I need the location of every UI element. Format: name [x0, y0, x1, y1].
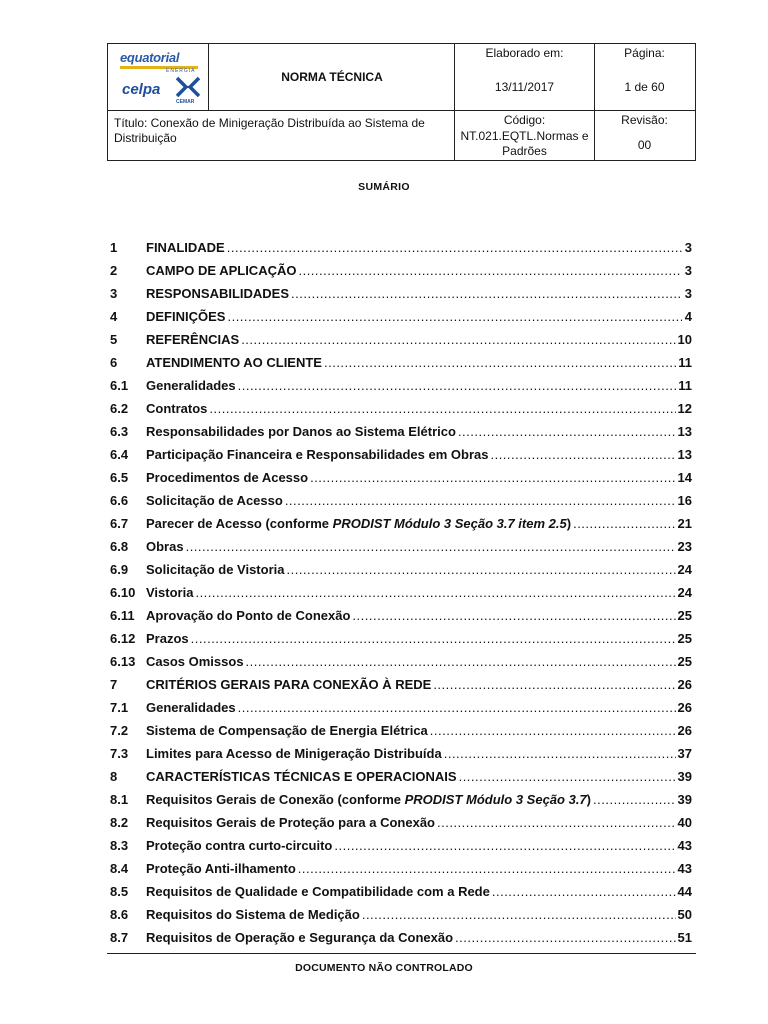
- toc-leader: [362, 907, 676, 922]
- toc-entry[interactable]: [110, 558, 692, 581]
- table-of-contents: [110, 236, 692, 949]
- toc-label-text: CAMPO DE APLICAÇÃO: [146, 263, 297, 278]
- toc-page-number: 3: [684, 263, 692, 278]
- toc-leader: [437, 815, 676, 830]
- toc-number: 6.5: [110, 470, 129, 485]
- toc-page-number: 3: [684, 240, 692, 255]
- toc-page-number: 50: [677, 907, 692, 922]
- toc-label: [146, 838, 332, 853]
- toc-entry[interactable]: [110, 719, 692, 742]
- codigo-value: NT.021.EQTL.Normas e Padrões: [460, 129, 589, 158]
- toc-leader: [286, 562, 675, 577]
- doc-type: NORMA TÉCNICA: [281, 70, 383, 84]
- toc-label-text: Requisitos de Qualidade e Compatibilidade com a Rede: [146, 884, 490, 899]
- toc-page-number: 26: [677, 723, 692, 738]
- toc-label-text: Casos Omissos: [146, 654, 244, 669]
- toc-number: 8.2: [110, 815, 129, 830]
- footer-notice: DOCUMENTO NÃO CONTROLADO: [295, 962, 473, 974]
- toc-entry[interactable]: [110, 926, 692, 949]
- toc-label-text: Procedimentos de Acesso: [146, 470, 309, 485]
- toc-number: 5: [110, 332, 118, 347]
- toc-label-suffix: ): [566, 516, 572, 531]
- toc-leader: [444, 746, 676, 761]
- toc-leader: [285, 493, 676, 508]
- toc-page-number: 10: [677, 332, 692, 347]
- toc-number: 7.3: [110, 746, 129, 761]
- toc-label-text: Generalidades: [146, 700, 236, 715]
- toc-leader: [430, 723, 676, 738]
- toc-label: [146, 700, 236, 715]
- toc-number: 6.3: [110, 424, 129, 439]
- toc-entry[interactable]: [110, 811, 692, 834]
- toc-leader: [227, 240, 682, 255]
- equatorial-logo: equatorial: [120, 50, 180, 65]
- toc-leader: [310, 470, 675, 485]
- toc-page-number: 24: [677, 562, 692, 577]
- toc-entry[interactable]: [110, 857, 692, 880]
- company-logos: [108, 44, 209, 110]
- toc-leader: [459, 769, 676, 784]
- toc-number: 6.6: [110, 493, 129, 508]
- pagina-value: 1 de 60: [624, 80, 665, 94]
- toc-page-number: 25: [677, 631, 692, 646]
- toc-label-text: REFERÊNCIAS: [146, 332, 240, 347]
- toc-number: 6.4: [110, 447, 129, 462]
- toc-leader: [593, 792, 676, 807]
- toc-label-text: Responsabilidades por Danos ao Sistema Elétrico: [146, 424, 456, 439]
- toc-label-text: Solicitação de Vistoria: [146, 562, 285, 577]
- toc-entry[interactable]: [110, 581, 692, 604]
- toc-number: 8: [110, 769, 118, 784]
- toc-label: [146, 654, 244, 669]
- toc-label-text: Obras: [146, 539, 184, 554]
- toc-label-italic: PRODIST Módulo 3 Seção 3.7 item 2.5: [332, 516, 567, 531]
- toc-label-text: CARACTERÍSTICAS TÉCNICAS E OPERACIONAIS: [146, 769, 457, 784]
- toc-entry[interactable]: [110, 535, 692, 558]
- toc-page-number: 26: [677, 677, 692, 692]
- toc-entry[interactable]: [110, 903, 692, 926]
- toc-page-number: 16: [677, 493, 692, 508]
- toc-number: 7.1: [110, 700, 129, 715]
- toc-label: [146, 332, 239, 347]
- toc-entry[interactable]: [110, 282, 692, 305]
- toc-page-number: 25: [677, 608, 692, 623]
- toc-leader: [433, 677, 675, 692]
- toc-entry[interactable]: [110, 328, 692, 351]
- toc-leader: [209, 401, 675, 416]
- toc-label: [146, 401, 207, 416]
- toc-entry[interactable]: [110, 673, 692, 696]
- toc-page-number: 44: [677, 884, 692, 899]
- toc-label-italic: PRODIST Módulo 3 Seção 3.7: [404, 792, 587, 807]
- document-title: Título: Conexão de Minigeração Distribuída ao Sistema de Distribuição: [114, 116, 425, 145]
- toc-number: 6.12: [110, 631, 136, 646]
- summary-title: SUMÁRIO: [358, 181, 410, 193]
- toc-label: [146, 769, 457, 784]
- toc-label-text: Requisitos Gerais de Conexão (conforme: [146, 792, 405, 807]
- toc-label: [146, 539, 184, 554]
- toc-label-text: ATENDIMENTO AO CLIENTE: [146, 355, 322, 370]
- toc-label: [146, 516, 571, 531]
- toc-label-text: Requisitos Gerais de Proteção para a Conexão: [146, 815, 435, 830]
- toc-number: 2: [110, 263, 118, 278]
- toc-number: 8.6: [110, 907, 129, 922]
- toc-label: [146, 378, 236, 393]
- toc-label: [146, 493, 283, 508]
- toc-entry[interactable]: [110, 351, 692, 374]
- toc-page-number: 25: [677, 654, 692, 669]
- toc-number: 6.2: [110, 401, 129, 416]
- toc-page-number: 13: [677, 447, 692, 462]
- toc-number: 6.10: [110, 585, 136, 600]
- header-table: [107, 43, 696, 161]
- toc-label: [146, 884, 490, 899]
- toc-label-text: FINALIDADE: [146, 240, 225, 255]
- toc-entry[interactable]: [110, 443, 692, 466]
- toc-label-text: DEFINIÇÕES: [146, 309, 226, 324]
- toc-number: 8.4: [110, 861, 129, 876]
- toc-label: [146, 470, 308, 485]
- toc-label-text: Participação Financeira e Responsabilidades em Obras: [146, 447, 489, 462]
- toc-leader: [573, 516, 675, 531]
- toc-number: 6: [110, 355, 118, 370]
- toc-number: 8.3: [110, 838, 129, 853]
- toc-leader: [238, 378, 677, 393]
- cemar-logo-icon: [173, 75, 203, 99]
- toc-page-number: 43: [677, 838, 692, 853]
- toc-label: [146, 447, 488, 462]
- equatorial-logo-sub: ENERGIA: [166, 68, 196, 74]
- toc-label-text: Generalidades: [146, 378, 236, 393]
- toc-label: [146, 861, 296, 876]
- toc-label: [146, 240, 225, 255]
- toc-leader: [241, 332, 675, 347]
- toc-label-text: CRITÉRIOS GERAIS PARA CONEXÃO À REDE: [146, 677, 432, 692]
- toc-page-number: 26: [677, 700, 692, 715]
- toc-leader: [186, 539, 676, 554]
- toc-page-number: 12: [677, 401, 692, 416]
- toc-entry[interactable]: [110, 305, 692, 328]
- toc-label: [146, 815, 435, 830]
- toc-entry[interactable]: [110, 788, 692, 811]
- toc-label: [146, 792, 591, 807]
- toc-label: [146, 309, 225, 324]
- toc-leader: [455, 930, 675, 945]
- toc-leader: [490, 447, 675, 462]
- toc-entry[interactable]: [110, 604, 692, 627]
- cemar-logo-text: CEMAR: [176, 99, 195, 105]
- toc-label: [146, 677, 431, 692]
- toc-label: [146, 746, 442, 761]
- toc-label: [146, 424, 456, 439]
- toc-entry[interactable]: [110, 880, 692, 903]
- toc-label: [146, 723, 428, 738]
- toc-page-number: 11: [678, 355, 692, 370]
- toc-page-number: 21: [677, 516, 692, 531]
- toc-leader: [227, 309, 682, 324]
- toc-label-suffix: ): [586, 792, 592, 807]
- toc-page-number: 4: [684, 309, 692, 324]
- toc-label-text: Proteção contra curto-circuito: [146, 838, 333, 853]
- toc-page-number: 23: [677, 539, 692, 554]
- toc-entry[interactable]: [110, 742, 692, 765]
- toc-leader: [238, 700, 676, 715]
- toc-number: 8.1: [110, 792, 129, 807]
- toc-entry[interactable]: [110, 696, 692, 719]
- toc-leader: [191, 631, 676, 646]
- toc-number: 6.11: [110, 608, 135, 623]
- toc-number: 7.2: [110, 723, 129, 738]
- toc-entry[interactable]: [110, 397, 692, 420]
- toc-label-text: Solicitação de Acesso: [146, 493, 283, 508]
- toc-label: [146, 907, 360, 922]
- toc-entry[interactable]: [110, 650, 692, 673]
- toc-number: 7: [110, 677, 118, 692]
- toc-label-text: Sistema de Compensação de Energia Elétrica: [146, 723, 428, 738]
- revisao-label: Revisão:: [621, 113, 668, 127]
- toc-leader: [334, 838, 675, 853]
- toc-leader: [458, 424, 676, 439]
- toc-entry[interactable]: [110, 489, 692, 512]
- toc-page-number: 39: [677, 769, 692, 784]
- revisao-value: 00: [637, 138, 652, 152]
- toc-entry[interactable]: [110, 420, 692, 443]
- toc-label-text: Requisitos de Operação e Segurança da Conexão: [146, 930, 454, 945]
- toc-page-number: 40: [677, 815, 692, 830]
- toc-number: 1: [110, 240, 118, 255]
- toc-leader: [298, 263, 682, 278]
- toc-page-number: 11: [678, 378, 692, 393]
- toc-page-number: 39: [677, 792, 692, 807]
- toc-number: 6.1: [110, 378, 129, 393]
- toc-label: [146, 263, 296, 278]
- toc-entry[interactable]: [110, 765, 692, 788]
- celpa-logo: celpa: [122, 81, 161, 98]
- toc-label: [146, 355, 322, 370]
- elaborado-value: 13/11/2017: [494, 80, 555, 94]
- toc-number: 6.9: [110, 562, 129, 577]
- toc-number: 8.7: [110, 930, 129, 945]
- toc-label-text: Contratos: [146, 401, 208, 416]
- toc-number: 8.5: [110, 884, 129, 899]
- toc-leader: [324, 355, 676, 370]
- toc-label-text: Proteção Anti-ilhamento: [146, 861, 296, 876]
- toc-label: [146, 930, 453, 945]
- toc-leader: [352, 608, 675, 623]
- toc-page-number: 13: [677, 424, 692, 439]
- toc-label-text: Aprovação do Ponto de Conexão: [146, 608, 351, 623]
- toc-entry[interactable]: [110, 259, 692, 282]
- toc-entry[interactable]: [110, 236, 692, 259]
- toc-label-text: Parecer de Acesso (conforme: [146, 516, 333, 531]
- toc-label-text: Limites para Acesso de Minigeração Distribuída: [146, 746, 442, 761]
- elaborado-label: Elaborado em:: [485, 46, 564, 60]
- toc-label: [146, 608, 350, 623]
- toc-leader: [246, 654, 676, 669]
- toc-entry[interactable]: [110, 512, 692, 535]
- toc-page-number: 51: [677, 930, 692, 945]
- footer-divider: [107, 953, 696, 954]
- toc-leader: [298, 861, 676, 876]
- toc-entry[interactable]: [110, 834, 692, 857]
- codigo-label: Código:: [503, 113, 546, 127]
- pagina-label: Página:: [624, 46, 665, 60]
- toc-page-number: 24: [677, 585, 692, 600]
- toc-label: [146, 631, 189, 646]
- toc-page-number: 43: [677, 861, 692, 876]
- toc-leader: [195, 585, 675, 600]
- toc-page-number: 37: [677, 746, 692, 761]
- toc-label: [146, 585, 193, 600]
- toc-label-text: Vistoria: [146, 585, 194, 600]
- toc-entry[interactable]: [110, 627, 692, 650]
- toc-label: [146, 562, 284, 577]
- toc-leader: [291, 286, 682, 301]
- toc-number: 6.8: [110, 539, 129, 554]
- toc-page-number: 3: [684, 286, 692, 301]
- toc-number: 6.13: [110, 654, 136, 669]
- toc-label: [146, 286, 289, 301]
- toc-label-text: RESPONSABILIDADES: [146, 286, 290, 301]
- toc-leader: [492, 884, 676, 899]
- toc-label-text: Prazos: [146, 631, 189, 646]
- toc-number: 4: [110, 309, 118, 324]
- toc-label-text: Requisitos do Sistema de Medição: [146, 907, 360, 922]
- toc-number: 3: [110, 286, 118, 301]
- toc-entry[interactable]: [110, 466, 692, 489]
- toc-page-number: 14: [677, 470, 692, 485]
- toc-entry[interactable]: [110, 374, 692, 397]
- toc-number: 6.7: [110, 516, 129, 531]
